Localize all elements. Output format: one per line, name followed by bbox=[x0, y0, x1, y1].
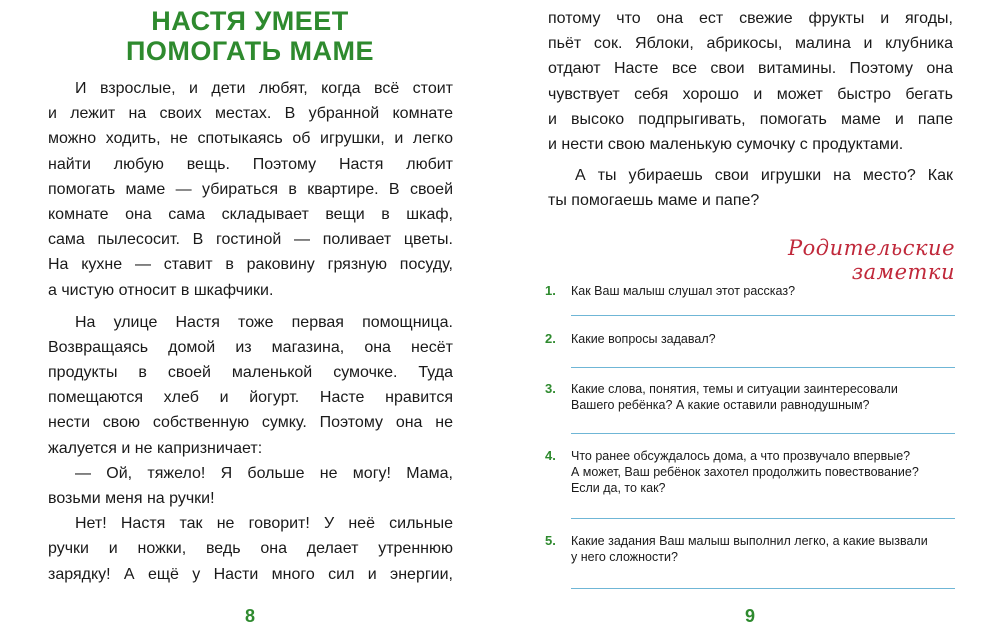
text-line: потому что она ест свежие фрукты и ягоды, bbox=[548, 10, 953, 27]
text-line: и нести свою маленькую сумочку с продуктами. bbox=[548, 135, 904, 153]
text-line: найти любую вещь. Поэтому Настя любит bbox=[48, 155, 453, 173]
question-line: Какие задания Ваш малыш выполнил легко, а какие вызвали bbox=[571, 534, 928, 548]
text-line: На улице Настя тоже первая помощница. bbox=[75, 313, 453, 331]
text-line: сама пылесосит. В гостиной — поливает цветы. bbox=[48, 231, 453, 249]
answer-line[interactable] bbox=[571, 588, 955, 589]
question-text bbox=[571, 533, 956, 565]
answer-line[interactable] bbox=[571, 518, 955, 519]
question-line: Какие вопросы задавал? bbox=[571, 332, 716, 346]
parent-notes-heading: Родительские заметки bbox=[787, 236, 955, 284]
question-number: 3. bbox=[545, 381, 556, 396]
text-line: На кухне — ставит в раковину грязную посуду, bbox=[48, 256, 453, 274]
question-line: Если да, то как? bbox=[571, 481, 666, 495]
page-number-left: 8 bbox=[244, 606, 255, 626]
question-text bbox=[571, 448, 956, 496]
question-number: 5. bbox=[545, 533, 556, 548]
text-line: ручки и ножки, ведь она делает утреннюю bbox=[48, 540, 453, 558]
text-line: продукты в своей маленькой сумочке. Туда bbox=[48, 364, 453, 382]
question-line: Вашего ребёнка? А какие оставили равнодушным? bbox=[571, 398, 870, 412]
text-line: чувствует себя хорошо и может быстро бегать bbox=[548, 85, 953, 103]
question-text bbox=[571, 283, 956, 299]
question-line: Какие слова, понятия, темы и ситуации заинтересовали bbox=[571, 382, 898, 396]
text-line: комнате она сама складывает вещи в шкаф, bbox=[48, 205, 453, 223]
text-line: И взрослые, и дети любят, когда всё стоит bbox=[75, 80, 453, 97]
text-line: и лежит на своих местах. В убранной комнате bbox=[48, 105, 453, 123]
text-line: пьёт сок. Яблоки, абрикосы, малина и клубника bbox=[548, 35, 953, 53]
text-line: ты помогаешь маме и папе? bbox=[548, 192, 760, 210]
text-line: и высоко подпрыгивать, помогать маме и папе bbox=[548, 110, 953, 128]
text-line: отдают Насте все свои витамины. Поэтому она bbox=[548, 60, 953, 78]
question-line: Как Ваш малыш слушал этот рассказ? bbox=[571, 284, 796, 298]
text-line: зарядку! А ещё у Насти много сил и энергии, bbox=[48, 565, 453, 583]
text-line: можно ходить, не спотыкаясь об игрушки, и легко bbox=[48, 130, 453, 148]
story-text-left bbox=[48, 76, 453, 587]
question-text bbox=[571, 381, 956, 413]
question-text bbox=[571, 331, 956, 347]
text-line: помогать маме — убираться в квартире. В своей bbox=[48, 180, 453, 198]
page-number-right: 9 bbox=[744, 606, 755, 626]
story-text-right bbox=[548, 6, 953, 214]
question-line: у него сложности? bbox=[571, 550, 678, 564]
question-line: А может, Ваш ребёнок захотел продолжить повествование? bbox=[571, 465, 919, 479]
story-title bbox=[60, 6, 440, 66]
text-line: а чистую относит в шкафчики. bbox=[48, 281, 274, 299]
story-title-line-1: НАСТЯ УМЕЕТ bbox=[151, 6, 349, 36]
answer-line[interactable] bbox=[571, 367, 955, 368]
question-line: Что ранее обсуждалось дома, а что прозвучало впервые? bbox=[571, 449, 911, 463]
text-line: — Ой, тяжело! Я больше не могу! Мама, bbox=[75, 464, 453, 482]
text-line: возьми меня на ручки! bbox=[48, 490, 215, 507]
question-number: 4. bbox=[545, 448, 556, 463]
text-line: помещаются хлеб и йогурт. Насте нравится bbox=[48, 389, 453, 407]
answer-line[interactable] bbox=[571, 315, 955, 316]
story-title-line-2: ПОМОГАТЬ МАМЕ bbox=[125, 36, 375, 66]
text-line: А ты убираешь свои игрушки на место? Как bbox=[575, 167, 953, 185]
text-line: Нет! Настя так не говорит! У неё сильные bbox=[75, 515, 453, 533]
question-number: 1. bbox=[545, 283, 556, 298]
answer-line[interactable] bbox=[571, 433, 955, 434]
question-number: 2. bbox=[545, 331, 556, 346]
text-line: нести свою собственную сумку. Поэтому она не bbox=[48, 414, 453, 432]
text-line: Возвращаясь домой из магазина, она несёт bbox=[48, 338, 453, 356]
text-line: жалуется и не капризничает: bbox=[48, 439, 263, 457]
